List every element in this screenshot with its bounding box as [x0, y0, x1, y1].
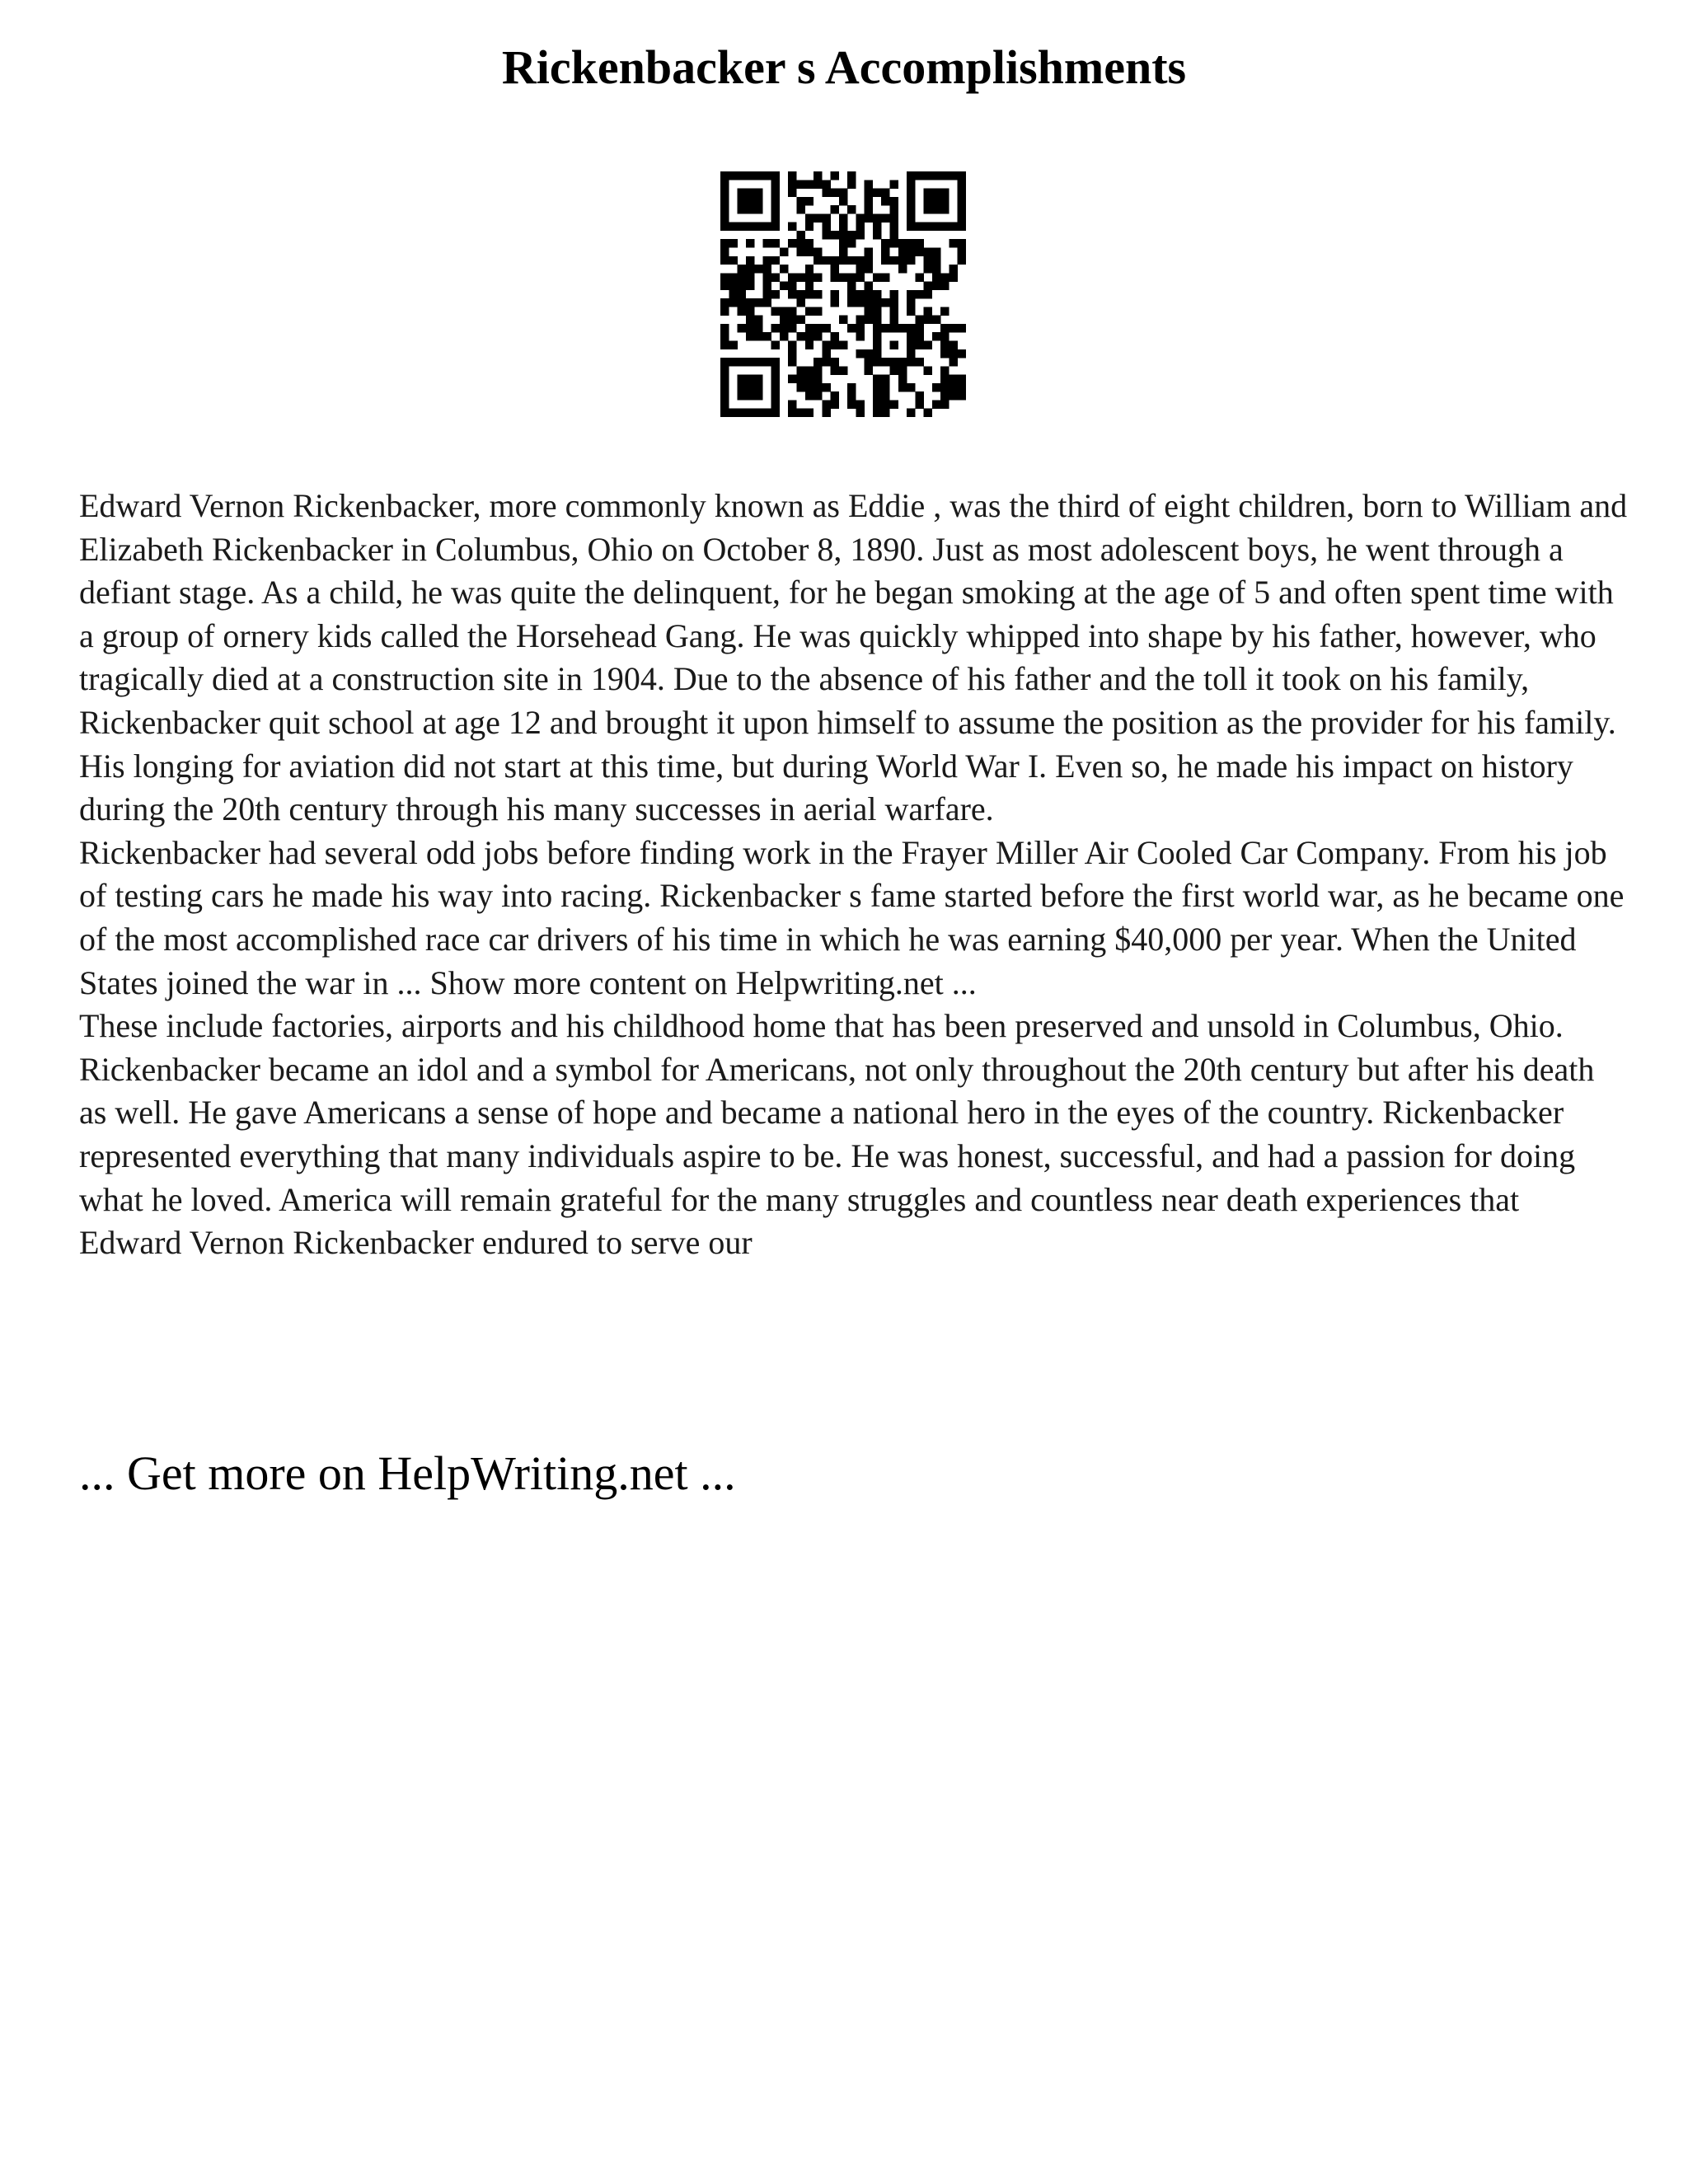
paragraph-2: Rickenbacker had several odd jobs before finding work in the Frayer Miller Air Cooled Car Company. From his job of testing cars he made his way into racing. Rickenbacker s fame started before the first world war, as he became one of the most accomplished race car drivers of his time in which he was earning $40,000 per year. When the United States joined the war in ... Show more content on Helpwriting.net ... [79, 833, 1625, 1001]
paragraph-1: Edward Vernon Rickenbacker, more commonly known as Eddie , was the third of eight children, born to William and Elizabeth Rickenbacker in Columbus, Ohio on October 8, 1890. Just as most adolescent boys, he went through a defiant stage. As a child, he was quite the delinquent, for he began smoking at the age of 5 and often spent time with a group of ornery kids called the Horsehead Gang. He was quickly whipped into shape by his father, however, who tragically died at a construction site in 1904. Due to the absence of his father and the toll it took on his family, Rickenbacker quit school at age 12 and brought it upon himself to assume the position as the provider for his family. His longing for aviation did not start at this time, but during World War I. Even so, he made his impact on history during the 20th century through his many successes in aerial warfare. [79, 487, 1628, 828]
paragraph-3: These include factories, airports and his childhood home that has been preserved and unsold in Columbus, Ohio. Rickenbacker became an idol and a symbol for Americans, not only throughout the 20th century but after his death as well. He gave Americans a sense of hope and became a national hero in the eyes of the country. Rickenbacker represented everything that many individuals aspire to be. He was honest, successful, and had a passion for doing what he loved. America will remain grateful for the many struggles and countless near death experiences that Edward Vernon Rickenbacker endured to serve our [79, 1007, 1595, 1262]
page-title: Rickenbacker s Accomplishments [501, 40, 1187, 94]
qr-code-icon [720, 171, 966, 417]
article-body [79, 485, 1629, 1265]
get-more-link[interactable]: ... Get more on HelpWriting.net ... [79, 1446, 736, 1500]
qr-code-graphic [720, 171, 966, 417]
